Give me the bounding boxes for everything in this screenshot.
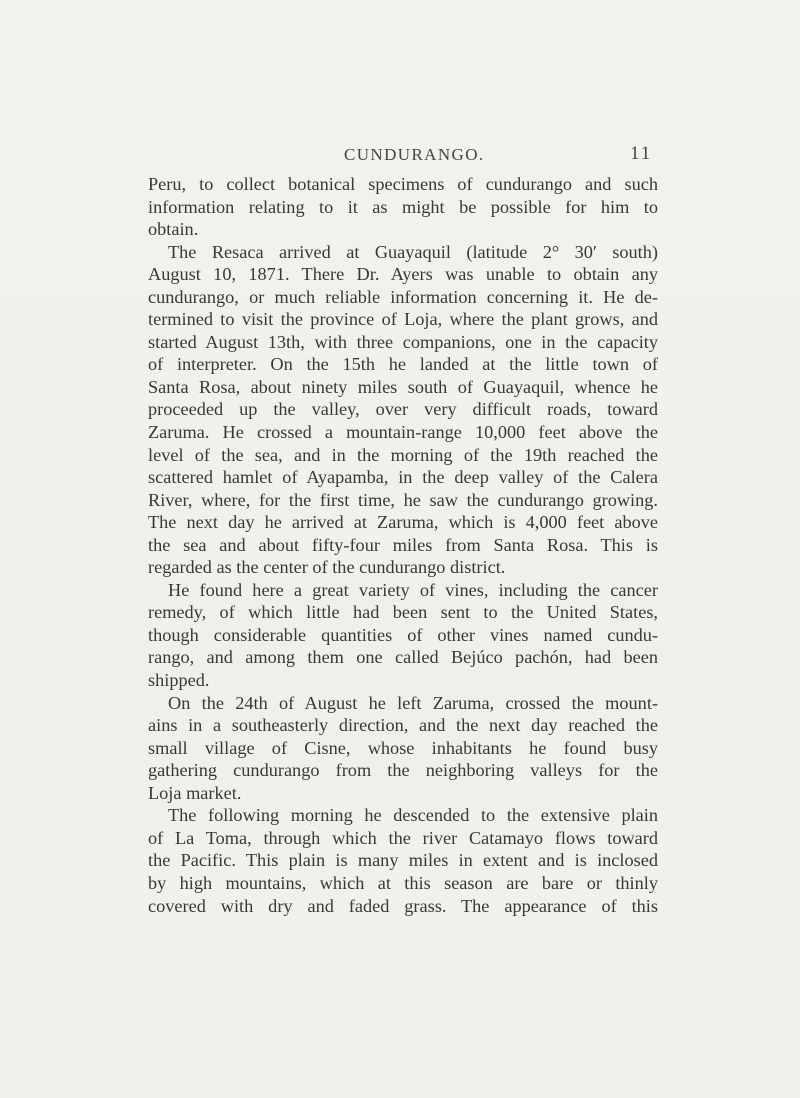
text-line: ains in a southeasterly direction, and the next day reached the	[148, 715, 658, 736]
running-head	[0, 143, 800, 173]
text-line: though considerable quantities of other vines named cundu-	[148, 624, 658, 645]
text-line: scattered hamlet of Ayapamba, in the deep valley of the Calera	[148, 467, 658, 488]
paragraph-2	[148, 579, 658, 692]
paragraph-4	[148, 804, 658, 917]
text-line: Peru, to collect botanical specimens of cundurango and such	[148, 174, 658, 194]
text-line: He found here a great variety of vines, including the cancer	[168, 579, 658, 600]
text-line: cundurango, or much reliable information concerning it. He de-	[148, 286, 658, 307]
text-line: rango, and among them one called Bejúco pachón, had been	[148, 647, 658, 668]
text-line: by high mountains, which at this season are bare or thinly	[148, 872, 658, 893]
text-line: termined to visit the province of Loja, where the plant grows, and	[148, 309, 658, 330]
text-line: August 10, 1871. There Dr. Ayers was unable to obtain any	[148, 264, 658, 285]
text-line: started August 13th, with three companions, one in the capacity	[148, 331, 658, 352]
paragraph-3	[148, 692, 658, 805]
text-line: of interpreter. On the 15th he landed at the little town of	[148, 354, 658, 375]
text-line: the Pacific. This plain is many miles in extent and is inclosed	[148, 850, 658, 871]
text-line: Loja market.	[148, 782, 242, 803]
text-line: Santa Rosa, about ninety miles south of Guayaquil, whence he	[148, 376, 658, 397]
text-line: Zaruma. He crossed a mountain-range 10,000 feet above the	[148, 422, 658, 443]
text-line: small village of Cisne, whose inhabitants he found busy	[148, 737, 658, 758]
text-line: The next day he arrived at Zaruma, which is 4,000 feet above	[148, 512, 658, 533]
text-line: gathering cundurango from the neighboring valleys for the	[148, 760, 658, 781]
text-line: covered with dry and faded grass. The appearance of this	[148, 895, 658, 916]
paragraph-0	[148, 173, 658, 241]
text-line: On the 24th of August he left Zaruma, crossed the mount-	[168, 692, 658, 713]
text-line: proceeded up the valley, over very difficult roads, toward	[148, 399, 658, 420]
text-line: the sea and about fifty-four miles from Santa Rosa. This is	[148, 534, 658, 555]
text-line: The Resaca arrived at Guayaquil (latitude 2° 30′ south)	[168, 241, 658, 262]
text-line: information relating to it as might be possible for him to	[148, 196, 658, 217]
page-number: 11	[630, 143, 653, 164]
text-line: level of the sea, and in the morning of the 19th reached the	[148, 444, 658, 465]
body-text	[148, 173, 658, 917]
text-line: regarded as the center of the cundurango district.	[148, 557, 506, 578]
text-line: remedy, of which little had been sent to the United States,	[148, 602, 658, 623]
paragraph-1	[148, 241, 658, 579]
text-line: of La Toma, through which the river Catamayo flows toward	[148, 827, 658, 848]
text-line: The following morning he descended to the extensive plain	[168, 805, 658, 826]
text-line: obtain.	[148, 219, 199, 240]
text-line: River, where, for the first time, he saw the cundurango growing.	[148, 489, 658, 510]
text-line: shipped.	[148, 670, 210, 691]
running-title: CUNDURANGO.	[344, 145, 485, 164]
